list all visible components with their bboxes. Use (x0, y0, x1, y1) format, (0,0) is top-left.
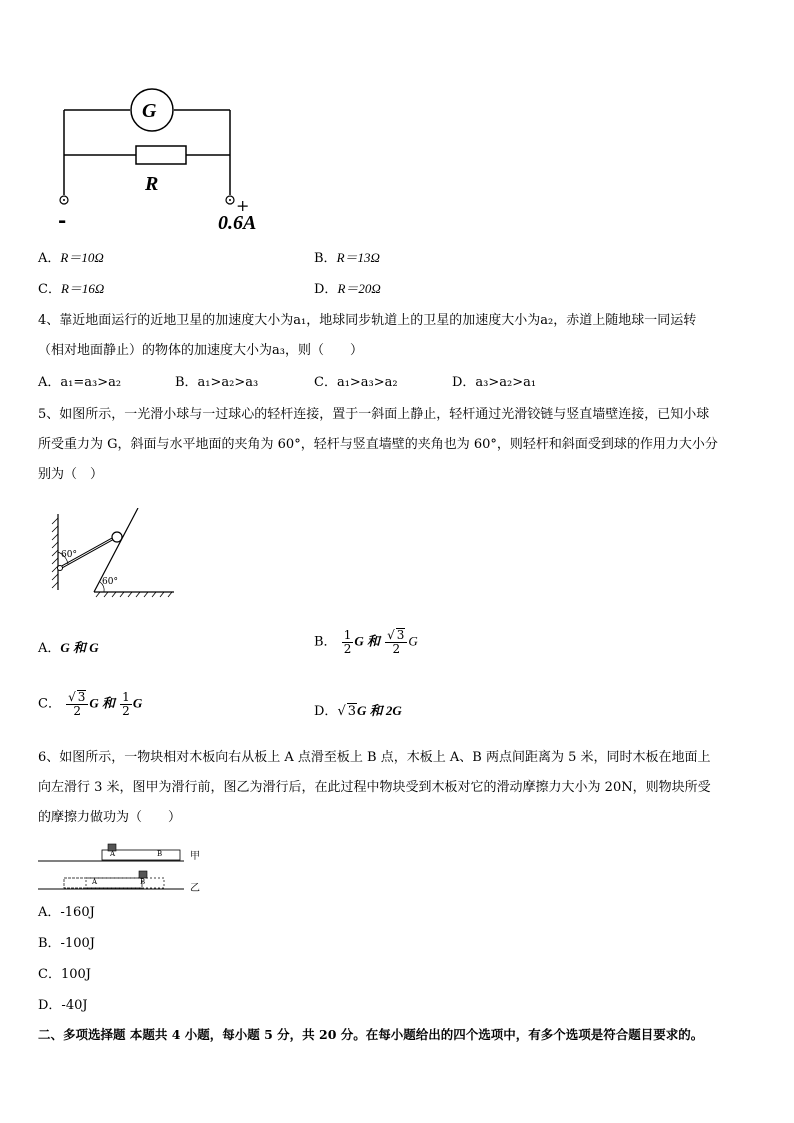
q3-option-d-label: D． (314, 282, 338, 297)
fraction-half: $\frac{1}{2}$ (122, 689, 130, 718)
q5-option-c-label: C． (38, 696, 61, 712)
q4-option-d: D．a₃>a₂>a₁ (452, 375, 537, 390)
q3-option-d-text: R＝20Ω (337, 281, 381, 296)
q5-option-c: C． $\frac{√ 3}{2}$ G 和 $\frac{1}{2}$ G (38, 689, 143, 718)
fraction-sqrt3-over-2: $\frac{√ 3}{2}$ (66, 690, 88, 718)
q4-option-a: A．a₁=a₃>a₂ (38, 375, 122, 390)
board-label-jia: 甲 (190, 851, 200, 862)
board-label-b-top: B (157, 850, 163, 858)
resistor-symbol (136, 146, 186, 164)
q3-option-d (314, 281, 381, 298)
q3-option-c-text: R＝16Ω (60, 281, 105, 296)
angle-slope-label: 60° (102, 577, 118, 587)
q5-option-d: D．√ 3G 和 2G (314, 703, 402, 719)
q3-option-b-label: B． (314, 251, 337, 266)
board-label-a-bottom: A (92, 878, 98, 886)
range-label: 0.6A (218, 212, 257, 234)
q5-stem-line2: 所受重力为 G，斜面与水平地面的夹角为 60°，轻杆与竖直墙壁的夹角也为 60°，则轻杆和斜面受到球的作用力大小分 (38, 437, 718, 452)
section-heading: 二、多项选择题 本题共 4 小题，每小题 5 分，共 20 分。在每小题给出的四个选项中，有多个选项是符合题目要求的。 (38, 1027, 704, 1042)
board-label-b-bottom: B (140, 878, 146, 886)
q3-option-b-text: R＝13Ω (336, 250, 380, 265)
q3-option-c-label: C． (38, 282, 61, 297)
q4-stem-line2: （相对地面静止）的物体的加速度大小为a₃，则（ ） (38, 343, 363, 358)
q5-option-a (38, 640, 99, 657)
block-symbol (139, 871, 147, 878)
angle-wall-label: 60° (61, 550, 77, 560)
q5-option-b: B． $\frac{1}{2}$ G 和 $\frac{√ 3}{2}$ G (314, 627, 418, 656)
q5-option-d-text: G 和 2G (357, 703, 402, 718)
q6-stem-line3: 的摩擦力做功为（ ） (38, 810, 182, 825)
q4-stem-line1: 4、靠近地面运行的近地卫星的加速度大小为a₁，地球同步轨道上的卫星的加速度大小为a₂，赤道上随地球一同运转 (38, 313, 697, 328)
q5-stem-line3: 别为（ ） (38, 467, 104, 482)
q5-option-a-label: A． (38, 641, 61, 656)
board-diagram (38, 840, 188, 896)
resistor-label: R (145, 173, 159, 195)
fraction-half: $\frac{1}{2}$ (343, 627, 352, 656)
q5-option-b-label: B． (314, 634, 337, 650)
q6-option-b: B．-100J (38, 936, 95, 951)
q6-option-c: C．100J (38, 967, 91, 982)
q4-option-c: C．a₁>a₃>a₂ (314, 375, 398, 390)
galvanometer-label: G (142, 100, 157, 122)
q6-option-d: D．-40J (38, 998, 88, 1013)
q6-stem-line1: 6、如图所示，一物块相对木板向右从板上 A 点滑至板上 B 点，木板上 A、B 两点间距离为 5 米，同时木板在地面上 (38, 750, 711, 765)
q3-option-a (38, 250, 104, 267)
q5-option-d-label: D． (314, 704, 338, 719)
board-label-a-top: A (110, 850, 116, 858)
board-label-yi: 乙 (190, 883, 200, 894)
q6-stem-line2: 向左滑行 3 米，图甲为滑行前，图乙为滑行后，在此过程中物块受到木板对它的滑动摩擦力大小为 20N，则物块所受 (38, 780, 711, 795)
plus-label: + (236, 196, 250, 215)
minus-label: - (58, 208, 67, 232)
q3-option-a-label: A． (38, 251, 61, 266)
q3-option-b (314, 250, 380, 267)
fraction-sqrt3-over-2: $\frac{√ 3}{2}$ (385, 628, 407, 656)
q4-option-b: B．a₁>a₂>a₃ (175, 375, 259, 390)
q5-option-a-text: G 和 G (60, 640, 99, 655)
q5-stem-line1: 5、如图所示，一光滑小球与一过球心的轻杆连接，置于一斜面上静止，轻杆通过光滑铰链与竖直墙壁连接，已知小球 (38, 407, 710, 422)
q6-option-a: A．-160J (38, 905, 95, 920)
q3-option-a-text: R＝10Ω (60, 250, 104, 265)
q3-option-c (38, 281, 104, 298)
